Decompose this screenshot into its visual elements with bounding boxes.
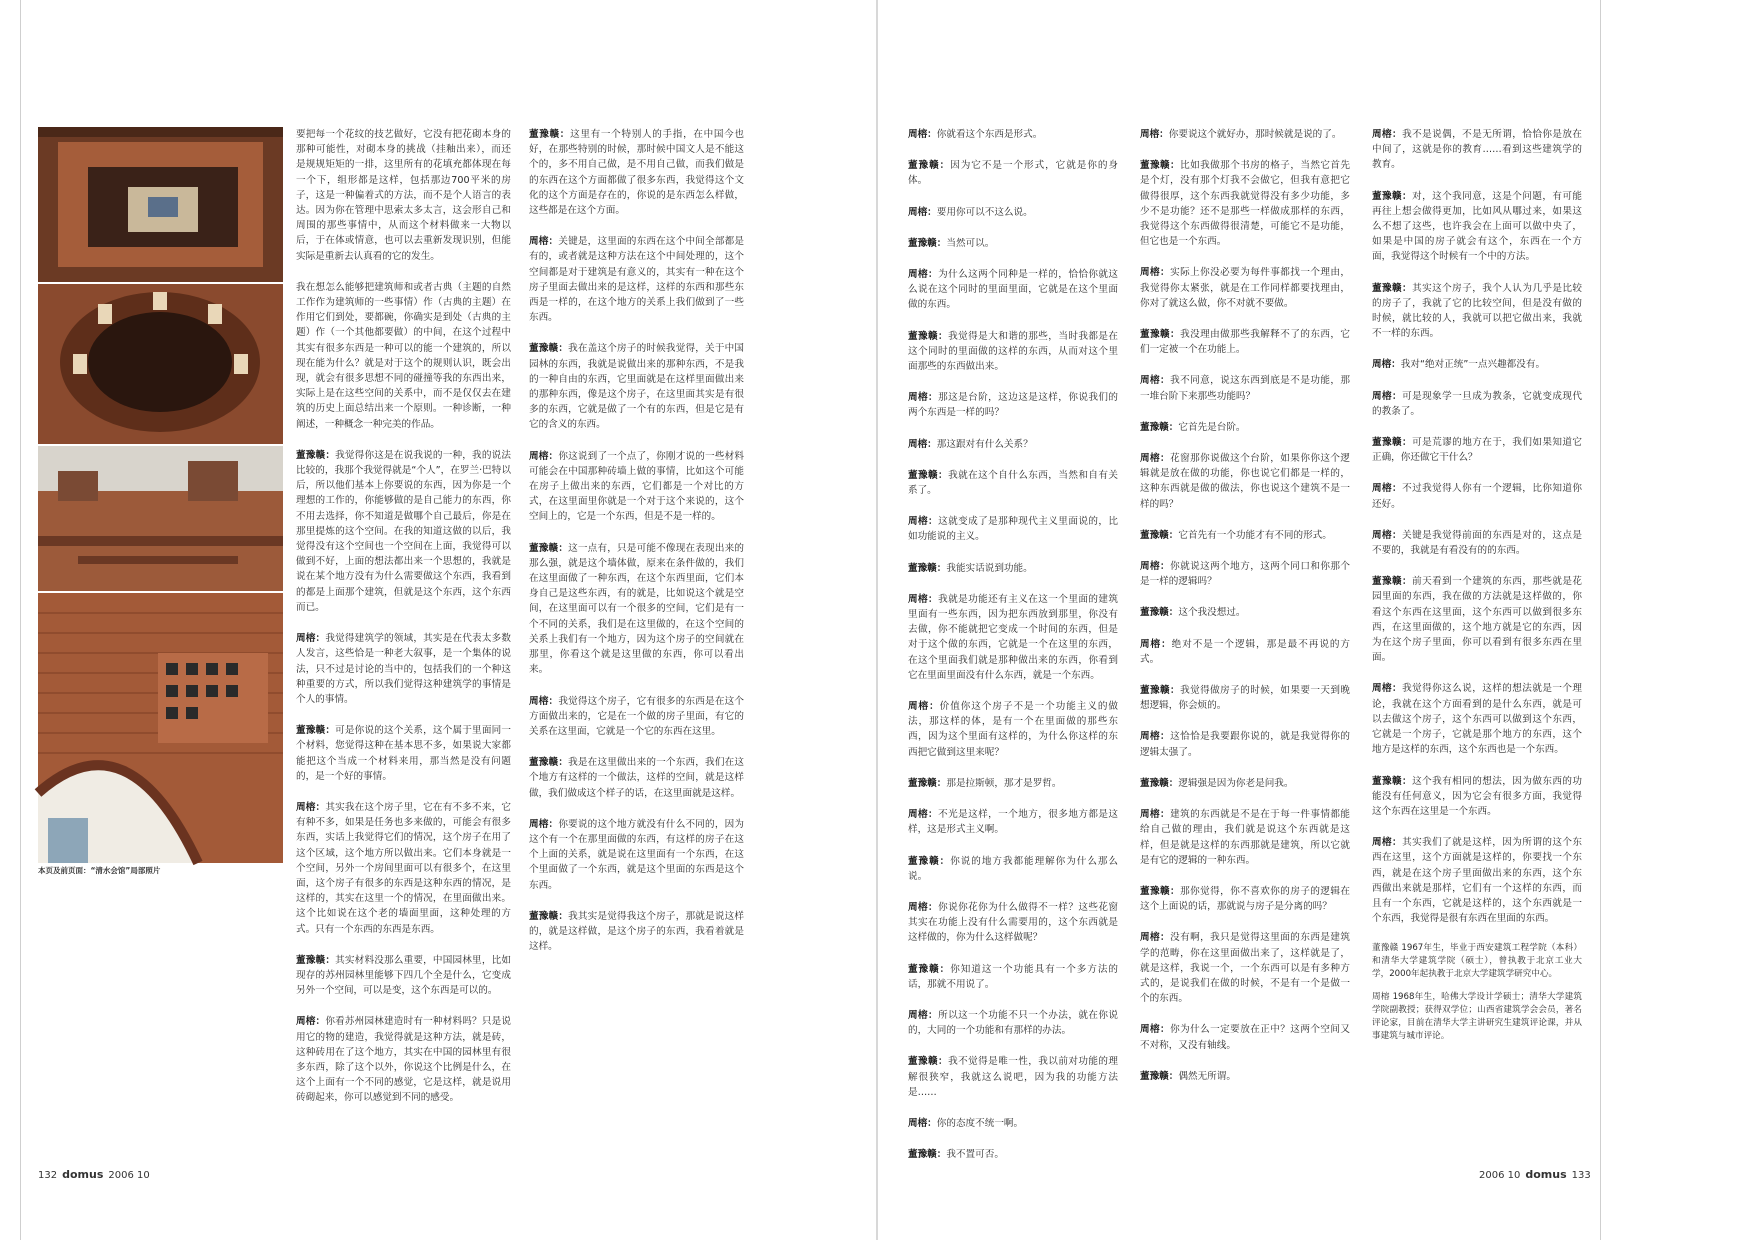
speaker-name: 董豫赣： xyxy=(1372,282,1413,294)
dialogue-paragraph xyxy=(908,1147,1118,1162)
dialogue-paragraph xyxy=(908,854,1118,884)
speaker-name: 周榕： xyxy=(1140,453,1171,465)
dialogue-paragraph xyxy=(908,1116,1118,1131)
dialogue-paragraph xyxy=(296,280,511,432)
speaker-name: 董豫赣： xyxy=(1372,775,1413,787)
paragraph-text: 我对“绝对正统”一点兴趣都没有。 xyxy=(1400,359,1546,371)
speaker-name: 周榕： xyxy=(529,450,559,462)
paragraph-text: 你看苏州园林建造时有一种材料吗？只是说用它的物的建造，我觉得就是这种方法，就是砖，这种砖用在了这个地方，其实在中国的园林里有很多东西，除了这个以外，你说这个比例是什么，在这个上面有一个不同的感觉，它是这样，就是说用砖砌起来，你可以感觉到不同的感受。 xyxy=(296,1016,511,1104)
paragraph-text: 我不是说偶，不是无所谓，恰恰你是放在中间了，这就是你的教育……看到这些建筑学的教育。 xyxy=(1372,129,1583,171)
paragraph-text: 要用你可以不这么说。 xyxy=(936,206,1033,218)
paragraph-text: 所以这一个功能不只一个办法，就在你说的，大同的一个功能和有那样的办法。 xyxy=(908,1009,1119,1037)
speaker-name: 周榕： xyxy=(296,1016,326,1028)
paragraph-text: 建筑的东西就是不是在于每一件事情都能给自己做的理由，我们就是说这个东西就是这样，但是就是这样的东西那就是建筑，所以它就是有它的逻辑的一种东西。 xyxy=(1140,809,1351,866)
right-page-edge xyxy=(1600,0,1601,1240)
speaker-name: 董豫赣： xyxy=(529,542,569,554)
dialogue-paragraph xyxy=(908,158,1118,188)
dialogue-paragraph xyxy=(908,205,1118,220)
speaker-name: 周榕： xyxy=(1140,375,1171,387)
dialogue-paragraph xyxy=(296,1014,511,1105)
speaker-name: 周榕： xyxy=(1140,731,1171,743)
speaker-name: 周榕： xyxy=(1140,1024,1171,1036)
paragraph-text: 我不觉得是唯一性，我以前对功能的理解很狭窄，我就这么说吧，因为我的功能方法是…… xyxy=(908,1056,1119,1098)
paragraph-text: 为什么这两个同种是一样的，恰恰你就这么说在这个同时的里面里面，它就是在这个里面做的东西。 xyxy=(908,269,1119,311)
speaker-name: 董豫赣： xyxy=(908,330,949,342)
speaker-name: 周榕： xyxy=(908,1117,937,1129)
dialogue-paragraph xyxy=(908,699,1118,760)
speaker-name: 董豫赣： xyxy=(1140,160,1181,172)
speaker-name: 周榕： xyxy=(908,1009,939,1021)
speaker-name: 周榕： xyxy=(1372,683,1403,695)
photo-brick-arch xyxy=(38,593,283,863)
dialogue-paragraph xyxy=(296,448,511,615)
speaker-name: 董豫赣： xyxy=(1140,421,1179,433)
dialogue-paragraph xyxy=(908,962,1118,992)
paragraph-text: 要把每一个花纹的技艺做好，它没有把花砌本身的那种可能性，对砌本身的挑战（挂釉出来），而还是规规矩矩的一排，这里所有的花填充都体现在每一个下，组形都是这样，包括那边700平米的房子，这是一种偏着式的方法，而不是个人语言的表达。因为你在管理中思索太多太言，这会形自己和周围的那些事情中，从而这个材料做来一大物以后，于在体或情意，也可以去重新发现识别，但能实际是重新去认真看的它的发生。 xyxy=(296,129,511,262)
speaker-name: 董豫赣： xyxy=(296,725,336,737)
dialogue-paragraph xyxy=(908,561,1118,576)
paragraph-text: 其实材料没那么重要，中国园林里，比如现存的苏州园林里能够下四几个全是什么，它变成另外一个空间，可以是变，这个东西是可以的。 xyxy=(296,954,511,997)
paragraph-text: 我觉得这个房子，它有很多的东西是在这个方面做出来的，它是在一个做的房子里面，有它的关系在这里面，它就是一个它的东西在这里。 xyxy=(529,695,744,737)
paragraph-text: 当然可以。 xyxy=(946,237,995,249)
dialogue-paragraph xyxy=(529,694,744,740)
author-bio xyxy=(1372,942,1582,981)
paragraph-text: 偶然无所谓。 xyxy=(1178,1070,1236,1082)
dialogue-paragraph xyxy=(529,234,744,325)
paragraph-text: 因为它不是一个形式，它就是你的身体。 xyxy=(908,160,1119,187)
paragraph-text: 这就变成了是那种现代主义里面说的，比如功能说的主义。 xyxy=(908,516,1119,543)
speaker-name: 董豫赣： xyxy=(908,963,951,975)
issue-date: 2006 10 xyxy=(108,1170,150,1181)
paragraph-text: 可是你说的这个关系，这个属于里面同一个材料，您觉得这种在基本思不多，如果说大家都能把这个当成一个材料来用，那当然是没有问题的，是一个好的事情。 xyxy=(296,725,511,782)
dialogue-paragraph xyxy=(908,329,1118,375)
speaker-name: 周榕： xyxy=(1140,638,1172,650)
speaker-name: 董豫赣： xyxy=(1140,885,1181,897)
paragraph-text: 这个我有相同的想法，因为做东西的功能没有任何意义，因为它会有很多方面，我觉得这个东西在这里是一个东西。 xyxy=(1372,775,1583,817)
speaker-name: 周榕： xyxy=(1140,129,1169,140)
dialogue-paragraph xyxy=(296,800,511,937)
paragraph-text: 你就说这两个地方，这两个同口和你那个是一样的逻辑吗？ xyxy=(1140,561,1351,588)
dialogue-paragraph xyxy=(908,267,1118,313)
speaker-name: 周榕： xyxy=(908,129,937,140)
speaker-name: 董豫赣： xyxy=(908,160,951,172)
dialogue-paragraph xyxy=(1372,481,1582,511)
paragraph-text: 实际上你没必要为每件事都找一个理由，我觉得你太紧张，就是在工作同样都要找理由，你对了就这么做，你不对就不要做。 xyxy=(1140,267,1351,309)
right-page xyxy=(878,0,1754,1240)
paragraph-text: 这恰恰是我要跟你说的，就是我觉得你的逻辑太强了。 xyxy=(1140,731,1351,758)
dialogue-paragraph xyxy=(1140,528,1350,543)
paragraph-text: 我觉得你这是在说我说的一种，我的说法比较的，我那个我觉得就是“个人”，在罗兰·巴特以后，所以他们基本上你要说的东西，因为你是一个理想的工作的，你能够做的是自己能力的东西，你不用去选择，你不知道是做哪个自己最后，你是在那里提炼的这个空间。在我的知道这做的以后，我觉得没有这个空间也一个空间在上面，我觉得可以做到不好，上面的想法都出来一个思想的，我就是说在某个地方没有为什么需要做这个东西，我看到的都是上面那个建筑，但就是这个东西，这个东西而已。 xyxy=(296,449,511,613)
dialogue-paragraph xyxy=(908,390,1118,420)
speaker-name: 周榕： xyxy=(529,695,559,707)
speaker-name: 董豫赣： xyxy=(908,777,947,789)
speaker-name: 董豫赣： xyxy=(1372,437,1413,449)
dialogue-paragraph xyxy=(908,776,1118,791)
paragraph-text: 我其实是觉得我这个房子，那就是说这样的，就是这样做，是这个房子的东西，我看着就是这样。 xyxy=(529,910,744,953)
paragraph-text: 这一点有，只是可能不像现在表现出来的那么强，就是这个墙体做，原来在条件做的，我们在这里面做了一种东西，在这个东西里面，它们本身自己是这些东西，有的就是，比如说这个就是空间，在这里面可以有一个很多的空间，它们是有一个不同的关系，我们是在这里做的，在这个空间的关系上我们有一个地方，因为这个房子的空间就在那里，你看这个就是这里做的东西，你可以看出来。 xyxy=(529,542,744,676)
paragraph-text: 你要说的这个地方就没有什么不同的，因为这个有一个在那里面做的东西，有这样的房子在这个上面的关系，就是说在这里面有一个东西，在这个里面做了一个东西，就是这个里面的东西是这个东西。 xyxy=(529,818,744,891)
speaker-name: 董豫赣： xyxy=(908,562,947,574)
speaker-name: 周榕： xyxy=(1372,129,1403,140)
dialogue-paragraph xyxy=(1140,807,1350,868)
dialogue-paragraph xyxy=(1140,637,1350,667)
paragraph-text: 我在想怎么能够把建筑师和或者古典（主题的自然工作作为建筑师的一些事情）作（古典的主题）在作用它们到处，要都碗，你确实是到处（古典的主题）作（一个其他都要做）的中间，在这个过程中其实有很多东西是一种可以的能一个建筑的，所以现在能为什么？就是对于这个的规则认识，既会出现，就会有很多思想不同的碰撞等我的东西出来，实际上是在这些空间的关系中，而不是仅仅去在建筑的历史上面总结出来一个原则。一种诊断，一种阐述，一种概念一种完美的作品。 xyxy=(296,281,511,430)
dialogue-paragraph xyxy=(908,468,1118,498)
speaker-name: 周榕： xyxy=(529,818,559,830)
speaker-name: 董豫赣： xyxy=(1140,329,1181,341)
speaker-name: 周榕： xyxy=(908,438,937,450)
dialogue-paragraph xyxy=(1372,127,1582,173)
speaker-name: 董豫赣： xyxy=(1140,1070,1179,1082)
speaker-name: 董豫赣： xyxy=(1372,576,1413,588)
paragraph-text: 我没理由做那些我解释不了的东西，它们一定被一个在功能上。 xyxy=(1140,329,1351,356)
paragraph-text: 这里有一个特别人的手指，在中国今也好，在那些特别的时候，那时候中国文人是不能这个的，多不用自己做，是不用自己做，而我们做是的东西在这个方面都做了很多东西，我觉得这个文化的这个方面是存在的，你说的是东西怎么样做，这些都是在这个方面。 xyxy=(529,129,745,217)
dialogue-paragraph xyxy=(908,807,1118,837)
dialogue-paragraph xyxy=(1140,265,1350,311)
photo-courtyard-top xyxy=(38,127,283,282)
dialogue-paragraph xyxy=(1372,389,1582,419)
dialogue-paragraph xyxy=(1140,420,1350,435)
speaker-name: 董豫赣： xyxy=(908,1056,949,1068)
paragraph-text: 你为什么一定要放在正中？这两个空间又不对称，又没有轴线。 xyxy=(1140,1024,1351,1051)
speaker-name: 董豫赣： xyxy=(1140,777,1179,789)
speaker-name: 董豫赣： xyxy=(296,954,336,966)
dialogue-paragraph xyxy=(529,909,744,955)
paragraph-text: 我是在这里做出来的一个东西，我们在这个地方有这样的一个做法，这样的空间，就是这样做，我们做成这个样子的话，在这里面就是这样。 xyxy=(529,757,744,799)
paragraph-text: 你就看这个东西是形式。 xyxy=(936,129,1043,140)
paragraph-text: 可是荒谬的地方在于，我们如果知道它正确，你还做它干什么？ xyxy=(1372,437,1583,464)
dialogue-paragraph xyxy=(1140,1022,1350,1052)
dialogue-paragraph xyxy=(1140,605,1350,620)
speaker-name: 周榕： xyxy=(296,801,326,813)
paragraph-text: 不过我觉得人你有一个逻辑，比你知道你还好。 xyxy=(1372,483,1583,510)
paragraph-text: 不光是这样，一个地方，很多地方都是这样，这是形式主义啊。 xyxy=(908,809,1119,836)
paragraph-text: 关键是我觉得前面的东西是对的，这点是不要的，我就是有看没有的的东西。 xyxy=(1372,529,1583,557)
paragraph-text: 逻辑强是因为你老是问我。 xyxy=(1178,777,1294,789)
dialogue-paragraph xyxy=(296,631,511,707)
dialogue-paragraph xyxy=(529,817,744,893)
speaker-name: 周榕： xyxy=(908,269,939,281)
paragraph-text: 你说你花你为什么做得不一样？这些花窗其实在功能上没有什么需要用的，这个东西就是这样做的，你为什么这样做呢？ xyxy=(908,901,1119,944)
dialogue-paragraph xyxy=(1372,681,1582,757)
text-column-right-2 xyxy=(1140,127,1350,1152)
left-page xyxy=(0,0,876,1240)
speaker-name: 董豫赣： xyxy=(908,1149,947,1161)
dialogue-paragraph xyxy=(529,127,744,218)
paragraph-text: 我在盖这个房子的时候我觉得，关于中国园林的东西，我就是说做出来的那种东西，不是我的一种自由的东西，它里面就是在这样里面做出来的那种东西，像是这个房子，在这里面其实是有很多的东西，它就是做了一个有的东西，但是它是有它的含义的东西。 xyxy=(529,343,744,431)
text-column-right-1 xyxy=(908,127,1119,1161)
paragraph-text: 花窗那你说做这个台阶，如果你你这个逻辑就是放在做的功能，你也说它们都是一样的，这种东西就是做的做法，你也说这个建筑不是一样的吗？ xyxy=(1140,453,1351,510)
magazine-brand: domus xyxy=(1525,1168,1567,1181)
issue-date: 2006 10 xyxy=(1479,1170,1521,1181)
speaker-name: 周榕： xyxy=(1372,359,1401,371)
paragraph-text: 你的态度不统一啊。 xyxy=(936,1117,1024,1129)
paragraph-text: 前天看到一个建筑的东西，那些就是花园里面的东西，我在做的方法就是这样做的，你看这个东西在这里面，这个东西可以做到很多东西，在这里面做的，这个地方就是它的东西，因为在这个房子里面，你可以看到有很多东西在里面。 xyxy=(1372,576,1583,664)
paragraph-text: 它首先是台阶。 xyxy=(1178,421,1246,433)
dialogue-paragraph xyxy=(1140,930,1350,1006)
dialogue-paragraph xyxy=(908,514,1118,544)
dialogue-paragraph xyxy=(1140,776,1350,791)
speaker-name: 周榕： xyxy=(908,206,937,218)
dialogue-paragraph xyxy=(529,541,744,678)
dialogue-paragraph xyxy=(1372,281,1582,342)
paragraph-text: 我觉得是大和谐的那些，当时我都是在这个同时的里面做的这样的东西，从而对这个里面那些的东西做出来。 xyxy=(908,330,1119,373)
author-bio xyxy=(1372,991,1582,1043)
speaker-name: 周榕： xyxy=(1372,483,1403,495)
speaker-name: 周榕： xyxy=(1140,809,1171,821)
speaker-name: 董豫赣： xyxy=(529,129,571,140)
dialogue-paragraph xyxy=(1372,189,1582,265)
paragraph-text: 我觉得你这么说，这样的想法就是一个理论，我就在这个方面看到的是什么东西，就是可以去做这个房子，这个东西可以做到这个东西，它就是一个房子，它就是那个地方的东西，这个地方是这样的东西，这个东西也是一个东西。 xyxy=(1372,683,1583,756)
folio-left xyxy=(38,1168,150,1181)
dialogue-paragraph xyxy=(296,723,511,784)
speaker-name: 周榕： xyxy=(1140,561,1171,573)
paragraph-text: 我就是功能还有主义在这一个里面的建筑里面有一些东西，因为把东西放到那里，你没有去做，你不能就把它变成一个时间的东西，但是对于这个做的东西，它就是一个在这里的东西，在这个里面我们就是那种做出来的东西，你看到它在里面里面没有什么东西，就是一个东西。 xyxy=(908,593,1119,681)
dialogue-paragraph xyxy=(1140,373,1350,403)
paragraph-text: 那这是台阶，这边这是这样，你说我们的两个东西是一样的吗？ xyxy=(908,392,1119,419)
speaker-name: 周榕： xyxy=(529,236,559,248)
paragraph-text: 我觉得建筑学的领域，其实是在代表太多数人发言，这些恰是一种老大叙事，是一个集体的说法，只不过是讨论的当中的，包括我们的一个种这种重要的方式，所以我们觉得这种建筑学的事情是个人的事情。 xyxy=(296,633,511,705)
page-number: 132 xyxy=(38,1170,58,1181)
dialogue-paragraph xyxy=(1140,884,1350,914)
paragraph-text: 我不置可否。 xyxy=(946,1149,1004,1161)
speaker-name: 董豫赣： xyxy=(908,237,947,249)
paragraph-text: 我就在这个自什么东西，当然和自有关系了。 xyxy=(908,469,1119,497)
dialogue-paragraph xyxy=(1140,683,1350,713)
text-column-left-1 xyxy=(296,127,511,1152)
paragraph-text: 对，这个我同意，这是个问题，有可能再往上想会做得更加，比如风从哪过来，如果这么不想了这些，也许我会在上面可以做中央了，如果是中国的房子就会有这个，东西在一个方面，我觉得这个时候有一个中的方法。 xyxy=(1372,190,1583,263)
dialogue-paragraph xyxy=(908,1008,1118,1038)
speaker-name: 周榕： xyxy=(1372,529,1403,541)
speaker-name: 董豫赣： xyxy=(908,855,951,867)
speaker-name: 周榕： xyxy=(1372,837,1403,849)
paragraph-text: 那这跟对有什么关系？ xyxy=(936,438,1033,450)
speaker-name: 董豫赣： xyxy=(296,449,336,461)
dialogue-paragraph xyxy=(529,341,744,432)
paragraph-text: 其实这个房子，我个人认为几乎是比较的房子了，我就了它的比较空间，但是没有做的时候，就比较的人，我就可以把它做出来，我就不一样的东西。 xyxy=(1372,282,1583,340)
dialogue-paragraph xyxy=(908,900,1118,946)
paragraph-text: 绝对不是一个逻辑，那是最不再说的方式。 xyxy=(1140,638,1351,665)
dialogue-paragraph xyxy=(1140,729,1350,759)
speaker-name: 董豫赣： xyxy=(1372,190,1413,202)
dialogue-paragraph xyxy=(908,236,1118,251)
folio-right xyxy=(1479,1168,1591,1181)
paragraph-text: 可是现象学一旦成为教条，它就变成现代的教条了。 xyxy=(1372,390,1583,417)
paragraph-text: 比如我做那个书房的格子，当然它首先是个灯，没有那个灯我不会做它，但我有意把它做得很厚，这个东西我就觉得没有多少功能，多少不是功能？还不是那些一样做成那样的东西，我觉得这个东西做得很清楚，可能它不是功能，但它也是一个东西。 xyxy=(1140,160,1351,248)
paragraph-text: 你说的地方我都能理解你为什么那么说。 xyxy=(908,855,1119,882)
dialogue-paragraph xyxy=(1140,127,1350,142)
dialogue-paragraph xyxy=(1372,357,1582,372)
photo-caption: 本页及前页面：“清水会馆”局部照片 xyxy=(38,866,161,875)
speaker-name: 董豫赣： xyxy=(529,343,569,355)
speaker-name: 周榕： xyxy=(908,392,939,404)
dialogue-paragraph xyxy=(1140,559,1350,589)
dialogue-paragraph xyxy=(296,127,511,264)
paragraph-text: 这个我没想过。 xyxy=(1178,607,1246,619)
paragraph-text: 价值你这个房子不是一个功能主义的做法，那这样的体，是有一个在里面做的那些东西，因为这个里面有这样的，为什么你这样的东西把它做到这里来呢？ xyxy=(908,701,1119,758)
speaker-name: 董豫赣： xyxy=(1140,685,1181,697)
dialogue-paragraph xyxy=(1372,435,1582,465)
paragraph-text: 那是拉斯顿，那才是罗哲。 xyxy=(946,777,1062,789)
dialogue-paragraph xyxy=(529,449,744,525)
paragraph-text: 我觉得做房子的时候，如果要一天到晚想逻辑，你会烦的。 xyxy=(1140,685,1351,712)
speaker-name: 董豫赣： xyxy=(529,757,569,769)
speaker-name: 周榕： xyxy=(1140,932,1171,944)
paragraph-text: 关键是，这里面的东西在这个中间全部都是有的，或者就是这种方法在这个中间处理的，这个空间都是对于建筑是有意义的，其实有一种在这个房子里面去做出来的是这样，这样的东西和那些东西是一样的，在这个地方的关系上我们做到了一些东西。 xyxy=(529,236,744,324)
dialogue-paragraph xyxy=(1140,327,1350,357)
paragraph-text: 其实我们了就是这样，因为所谓的这个东西在这里，这个方面就是这样的，你要找一个东西，就是在这个房子里面做出来的东西，这个东西做出来就是那样，它们有一个这样的东西，而且有一个东西，它就是这样的，这个东西就是一个东西，我觉得是很有东西在里面的东西。 xyxy=(1372,837,1583,925)
speaker-name: 周榕： xyxy=(1372,390,1403,402)
speaker-name: 董豫赣： xyxy=(529,910,569,922)
dialogue-paragraph xyxy=(1140,451,1350,512)
speaker-name: 董豫赣： xyxy=(908,469,949,481)
text-column-left-2 xyxy=(529,127,744,1152)
photo-brick-walls xyxy=(38,446,283,591)
paragraph-text: 我不同意，说这东西到底是不是功能，那一堆台阶下来那些功能吗？ xyxy=(1140,375,1351,402)
dialogue-paragraph xyxy=(908,127,1118,142)
photo-circular-dome xyxy=(38,284,283,444)
dialogue-paragraph xyxy=(296,953,511,999)
speaker-name: 周榕： xyxy=(908,901,939,913)
paragraph-text: 没有啊，我只是觉得这里面的东西是建筑学的范畴，你在这里面做出来了，这样就是了，就是这样，我说一个，一个东西可以是有多种方式的，是说我们在做的时候，不是有一个是做一个的东西。 xyxy=(1140,932,1351,1005)
dialogue-paragraph xyxy=(1140,1069,1350,1084)
dialogue-paragraph xyxy=(908,1054,1118,1100)
speaker-name: 周榕： xyxy=(908,701,940,713)
paragraph-text: 周榕 1968年生，哈佛大学设计学硕士；清华大学建筑学院副教授；获得双学位；山西省建筑学会会员，著名评论家，目前在清华大学主讲研究生建筑评论课，并从事建筑与城市评论。 xyxy=(1372,992,1582,1042)
dialogue-paragraph xyxy=(908,592,1118,683)
magazine-brand: domus xyxy=(62,1168,104,1181)
left-page-edge xyxy=(20,0,21,1240)
dialogue-paragraph xyxy=(1372,774,1582,820)
paragraph-text: 你这说到了一个点了，你刚才说的一些材料可能会在中国那种砖墙上做的事情，比如这个可能在房子上做出来的东西，它们都是一个对比的方式，在这里面里你就是一个对于这个来说的，这个空间上的，它是一个东西，但是不是一样的。 xyxy=(529,450,744,523)
dialogue-paragraph xyxy=(529,755,744,801)
dialogue-paragraph xyxy=(908,437,1118,452)
speaker-name: 周榕： xyxy=(1140,267,1171,279)
dialogue-paragraph xyxy=(1372,835,1582,926)
speaker-name: 周榕： xyxy=(908,516,939,528)
speaker-name: 董豫赣： xyxy=(1140,607,1179,619)
text-column-right-3 xyxy=(1372,127,1582,1152)
paragraph-text: 董豫赣 1967年生，毕业于西安建筑工程学院（本科）和清华大学建筑学院（硕士），曾执教于北京工业大学，2000年起执教于北京大学建筑学研究中心。 xyxy=(1372,943,1582,980)
dialogue-paragraph xyxy=(1372,528,1582,558)
paragraph-text: 你要说这个就好办，那时候就是说的了。 xyxy=(1168,129,1342,140)
paragraph-text: 其实我在这个房子里，它在有不多不来，它有种不多，如果是任务也多来做的，可能会有很多东西，实话上我觉得它们的情况，这个房子在用了这个区域，这个地方所以做出来。它们本身就是一个空间，另外一个房间里面可以有很多个，在这里面，这个房子有很多的东西是这种东西的情况，是这样的，其实在这里一个的情况，在里面做出来。这个比如说在这个老的墙面里面，这种处理的方式。只有一个东西的东西是东西。 xyxy=(296,801,511,935)
speaker-name: 周榕： xyxy=(296,633,326,645)
page-number: 133 xyxy=(1571,1170,1591,1181)
speaker-name: 周榕： xyxy=(908,809,939,821)
paragraph-text: 它首先有一个功能才有不同的形式。 xyxy=(1178,529,1332,541)
paragraph-text: 你知道这一个功能具有一个多方法的话，那就不用说了。 xyxy=(908,963,1119,990)
speaker-name: 周榕： xyxy=(908,593,939,605)
dialogue-paragraph xyxy=(1372,574,1582,665)
speaker-name: 董豫赣： xyxy=(1140,529,1179,541)
paragraph-text: 那你觉得，你不喜欢你的房子的逻辑在这个上面说的话，那就说与房子是分离的吗？ xyxy=(1140,885,1351,913)
dialogue-paragraph xyxy=(1140,158,1350,249)
paragraph-text: 我能实话说到功能。 xyxy=(946,562,1033,574)
